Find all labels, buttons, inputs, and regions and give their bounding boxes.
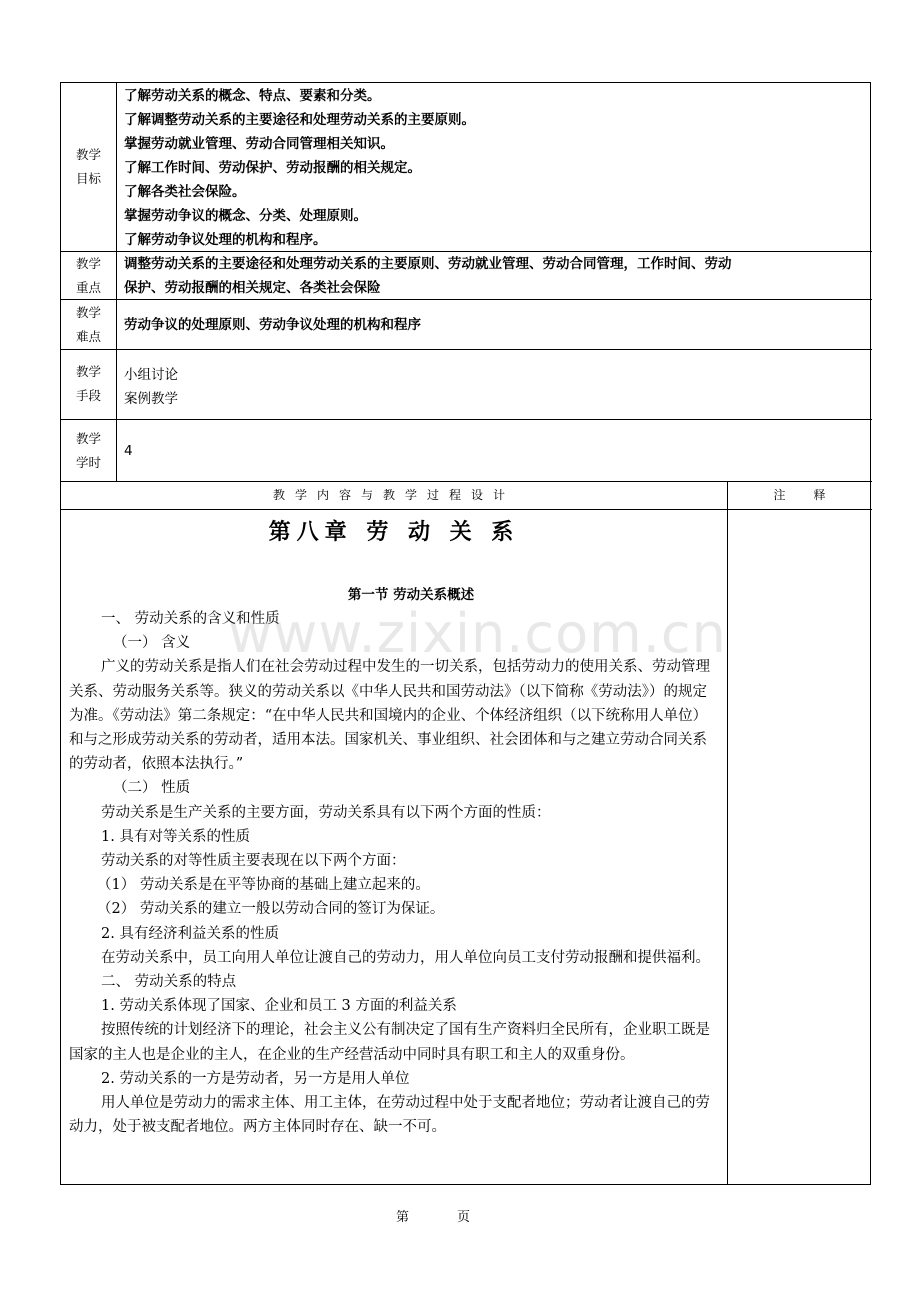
paragraph: 用人单位是劳动力的需求主体、用工主体，在劳动过程中处于支配者地位；劳动者让渡自己的劳动力，处于被支配者地位。两方主体同时存在、缺一不可。	[69, 1095, 710, 1136]
section-title: 第一节 劳动关系概述	[347, 587, 475, 603]
row-label-key-points: 教学 重点	[75, 256, 101, 295]
paragraph: 劳动关系是生产关系的主要方面，劳动关系具有以下两个方面的性质：	[101, 804, 551, 821]
chapter-title: 第八章 劳 动 关 系	[268, 520, 520, 545]
list-item: （1） 劳动关系是在平等协商的基础上建立起来的。	[97, 877, 430, 894]
heading-1: 一、 劳动关系的含义和性质	[101, 611, 280, 627]
paragraph: 广义的劳动关系是指人们在社会劳动过程中发生的一切关系，包括劳动力的使用关系、劳动管理关系、劳动服务关系等。狭义的劳动关系以《中华人民共和国劳动法》（以下简称《劳动法》）的规定为准。《劳动法》第二条规定：“在中华人民共和国境内的企业、个体经济组织（以下统称用人单位）和与之形成劳动关系的劳动者，适用本法。国家机关、事业组织、社会团体和与之建立劳动合同关系的劳动者，依照本法执行。”	[69, 659, 710, 773]
footer-page-prefix: 第	[396, 1210, 410, 1225]
body-text	[69, 607, 721, 1139]
paragraph: 在劳动关系中，员工向用人单位让渡自己的劳动力，用人单位向员工支付劳动报酬和提供福利。	[101, 949, 710, 966]
notes-column-header: 注释	[773, 488, 854, 502]
list-item: 2. 劳动关系的一方是劳动者，另一方是用人单位	[101, 1070, 410, 1087]
objectives-content	[124, 84, 868, 252]
objective-line: 掌握劳动就业管理、劳动合同管理相关知识。	[124, 136, 394, 152]
row-divider	[61, 509, 872, 510]
content-column-header: 教学内容与教学过程设计	[272, 488, 515, 502]
methods-content: 小组讨论 案例教学	[124, 367, 178, 407]
subheading: （二） 性质	[113, 780, 191, 797]
footer-page-suffix: 页	[457, 1210, 471, 1225]
label-column-divider	[116, 83, 117, 481]
list-item: 1. 劳动关系体现了国家、企业和员工 3 方面的利益关系	[101, 998, 457, 1015]
objective-line: 了解工作时间、劳动保护、劳动报酬的相关规定。	[124, 160, 421, 176]
key-points-content: 调整劳动关系的主要途径和处理劳动关系的主要原则、劳动就业管理、劳动合同管理，工作时间、劳动 保护、劳动报酬的相关规定、各类社会保险	[124, 256, 732, 296]
row-label-objectives: 教学 目标	[75, 147, 101, 186]
objective-line: 了解各类社会保险。	[124, 184, 246, 200]
heading-1: 二、 劳动关系的特点	[101, 974, 237, 991]
list-item: 2. 具有经济利益关系的性质	[101, 925, 279, 942]
objective-line: 了解劳动关系的概念、特点、要素和分类。	[124, 88, 381, 104]
row-label-methods: 教学 手段	[75, 364, 101, 403]
paragraph: 劳动关系的对等性质主要表现在以下两个方面：	[101, 853, 406, 870]
objective-line: 掌握劳动争议的概念、分类、处理原则。	[124, 208, 367, 224]
row-label-difficulties: 教学 难点	[75, 305, 101, 344]
subheading: （一） 含义	[113, 635, 191, 652]
lesson-plan-table	[60, 82, 871, 1185]
difficulties-content: 劳动争议的处理原则、劳动争议处理的机构和程序	[124, 317, 421, 333]
list-item: （2） 劳动关系的建立一般以劳动合同的签订为保证。	[97, 901, 445, 918]
row-label-hours: 教学 学时	[75, 431, 101, 470]
row-divider	[61, 419, 872, 420]
hours-content: 4	[124, 443, 133, 459]
objective-line: 了解劳动争议处理的机构和程序。	[124, 232, 327, 248]
watermark: www.zixin.com.cn	[228, 602, 727, 665]
paragraph: 按照传统的计划经济下的理论，社会主义公有制决定了国有生产资料归全民所有，企业职工既是国家的主人也是企业的主人，在企业的生产经营活动中同时具有职工和主人的双重身份。	[69, 1022, 710, 1063]
list-item: 1. 具有对等关系的性质	[101, 828, 250, 845]
objective-line: 了解调整劳动关系的主要途径和处理劳动关系的主要原则。	[124, 112, 475, 128]
row-divider	[61, 349, 872, 350]
